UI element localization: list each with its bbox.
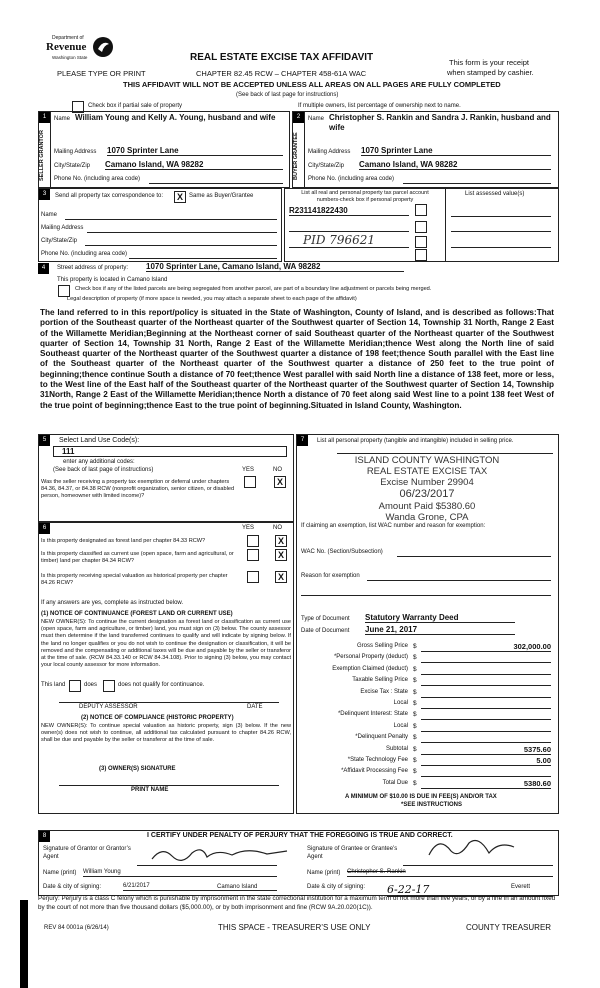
grantee-signature-label: Signature of Grantee or Grantee’s Agent — [307, 846, 398, 860]
assessed-value-2[interactable] — [451, 231, 551, 232]
parcel-number-field-3[interactable] — [289, 247, 409, 248]
land-qualifies-checkbox[interactable] — [69, 680, 81, 692]
seller-name-field[interactable]: William Young and Kelly A. Young, husband and wife — [75, 113, 276, 122]
tax-row-dollar: $ — [413, 734, 417, 742]
parcel-section — [284, 188, 559, 262]
exemption-reason-field-2[interactable] — [301, 595, 551, 596]
minimum-due-note: A MINIMUM OF $10.00 IS DUE IN FEE(S) AND/OR TAX — [345, 794, 497, 800]
tax-row-dollar: $ — [413, 688, 417, 696]
s6-no-header: NO — [273, 525, 282, 531]
assessed-value-1[interactable] — [451, 216, 551, 217]
street-address-label: Street address of property: — [57, 265, 129, 271]
wac-number-label: WAC No. (Section/Subsection) — [301, 549, 383, 555]
land-use-see-back: (See back of last page of instructions) — [53, 467, 154, 473]
grantee-date-field[interactable]: 6-22-17 — [387, 883, 553, 897]
doc-type-field[interactable]: Statutory Warranty Deed — [365, 613, 515, 623]
grantee-signature[interactable] — [419, 833, 529, 863]
receipt-line2: when stamped by cashier. — [447, 68, 534, 77]
buyer-name-field[interactable]: Christopher S. Rankin and Sandra J. Rankin, husband and wife — [329, 113, 551, 132]
stamp-line-3: Excise Number 29904 — [380, 477, 474, 488]
seller-phone-label: Phone No. (including area code) — [54, 176, 141, 182]
tax-row-label: Excise Tax : State — [360, 688, 408, 695]
buyer-phone-field[interactable] — [403, 183, 551, 184]
grantor-date-label: Date & city of signing: — [43, 884, 102, 890]
section-7-number: 7 — [297, 435, 308, 446]
tax-phone-label: Phone No. (including area code) — [41, 251, 128, 257]
grantor-signature-line — [137, 865, 277, 866]
tax-row — [297, 642, 558, 653]
grantor-signature-label: Signature of Grantor or Grantor’s Agent — [43, 846, 131, 860]
seller-city-label: City/State/Zip — [54, 163, 91, 169]
tax-row-value[interactable]: 5.00 — [421, 756, 551, 766]
tax-row-dollar: $ — [413, 665, 417, 673]
current-use-no-checkbox[interactable]: X — [275, 549, 287, 561]
this-land-label: This land — [41, 682, 66, 688]
tax-row-dollar: $ — [413, 779, 417, 787]
grantor-signature[interactable] — [147, 841, 297, 865]
seller-address-label: Mailing Address — [54, 149, 97, 155]
tax-row-label: Total Due — [382, 779, 408, 786]
certify-statement: I CERTIFY UNDER PENALTY OF PERJURY THAT THE FOREGOING IS TRUE AND CORRECT. — [147, 832, 453, 839]
forest-land-no-checkbox[interactable]: X — [275, 535, 287, 547]
see-back-note: (See back of last page for instructions) — [236, 92, 339, 98]
dept-state: Washington State — [52, 55, 88, 60]
notice-continuance-title: (1) NOTICE OF CONTINUANCE (FOREST LAND OR CURRENT USE) — [41, 611, 233, 617]
tax-row — [297, 699, 558, 710]
tax-row-dollar: $ — [413, 677, 417, 685]
section-6-number: 6 — [39, 523, 50, 534]
grantor-city-field[interactable]: Camano Island — [217, 884, 258, 890]
assessed-heading: List assessed value(s) — [465, 191, 525, 197]
dept-small: Department of — [52, 35, 84, 41]
tax-row-value[interactable] — [421, 653, 551, 663]
seller-city-field[interactable]: Camano Island, WA 98282 — [105, 160, 283, 170]
grantee-name-field[interactable]: Christopher S. Rankin — [347, 869, 553, 877]
form-revision: REV 84 0001a (6/26/14) — [44, 925, 109, 931]
tax-row-label: Gross Selling Price — [356, 643, 408, 649]
tax-row-value[interactable] — [421, 710, 551, 720]
dept-big: Revenue — [46, 41, 87, 53]
tax-row-dollar: $ — [413, 643, 417, 650]
correspondence-section — [38, 188, 282, 262]
historic-yes-checkbox[interactable] — [247, 571, 259, 583]
forest-land-section — [38, 522, 294, 814]
parcel-3-personal-checkbox[interactable] — [415, 236, 427, 248]
personal-property-field[interactable] — [337, 453, 553, 454]
section-8-number: 8 — [39, 831, 50, 842]
exemption-reason-label: Reason for exemption — [301, 573, 360, 579]
grantor-name-field[interactable]: William Young — [83, 869, 277, 877]
buyer-phone-label: Phone No. (including area code) — [308, 176, 395, 182]
buyer-address-label: Mailing Address — [308, 149, 351, 155]
notice-compliance-text: NEW OWNER(S): To continue special valuation as historic property, sign (3) below. If the new owner(s) does not wish to continue, all additional tax calculated pursuant to chapter 84.26 RCW, shall be due and payable by the seller or transferor at the time of sale. — [41, 723, 291, 744]
please-type: PLEASE TYPE OR PRINT — [57, 69, 146, 78]
exemption-question: Was the seller receiving a property tax exemption or deferral under chapters 84.36, 84.37, or 84.38 RCW (nonprofit organization, senior citizen, or disabled person, homeowner with limited income)? — [41, 479, 235, 499]
section-2-number: 2 — [293, 112, 304, 123]
section-5-number: 5 — [39, 435, 50, 446]
land-use-section — [38, 434, 294, 522]
parcel-number-field[interactable]: R231141822430 — [289, 206, 409, 216]
does-not-label: does not qualify for continuance. — [118, 682, 205, 688]
notice-continuance-text: NEW OWNER(S): To continue the current designation as forest land or classification as current use (open space, farm and agriculture, or timber) land, you must sign on (3) below. The county assessor must then determine if the land transferred continues to qualify and will indicate by signing below. If the land no longer qualifies or you do not wish to continue the designation or classification, it will be removed and the compensating or additional taxes will be due and payable by the seller or transferor at the time of sale. (RCW 84.33.140 or RCW 84.34.108). Prior to signing (3) below, you may contact your local county assessor for more information. — [41, 619, 291, 669]
tax-row-value[interactable] — [421, 665, 551, 675]
tax-row-label: Subtotal — [385, 745, 408, 752]
county-treasurer: COUNTY TREASURER — [466, 923, 552, 932]
exemption-claim-label: If claiming an exemption, list WAC number and reason for exemption: — [301, 523, 486, 529]
tax-row-value[interactable]: 302,000.00 — [421, 642, 551, 652]
current-use-question: Is this property classified as current use (open space, farm and agricultural, or timber) land per chapter 84.34 RCW? — [41, 551, 234, 564]
tax-row — [297, 722, 558, 733]
buyer-section — [292, 111, 559, 188]
buyer-city-label: City/State/Zip — [308, 163, 345, 169]
owner-signature-label: (3) OWNER(S) SIGNATURE — [99, 766, 176, 772]
tax-row-dollar: $ — [413, 711, 417, 719]
forest-land-yes-checkbox[interactable] — [247, 535, 259, 547]
tax-row — [297, 688, 558, 699]
accept-notice: THIS AFFIDAVIT WILL NOT BE ACCEPTED UNLESS ALL AREAS ON ALL PAGES ARE FULLY COMPLETED — [123, 80, 501, 89]
print-name-label: PRINT NAME — [131, 787, 169, 793]
pid-handwritten: PID 796621 — [303, 233, 376, 247]
tax-row-dollar: $ — [413, 722, 417, 730]
tax-row-dollar: $ — [413, 768, 417, 776]
section-1-number: 1 — [39, 112, 50, 123]
notice-compliance-title: (2) NOTICE OF COMPLIANCE (HISTORIC PROPERTY) — [81, 715, 234, 721]
send-correspondence-label: Send all property tax correspondence to: — [55, 193, 164, 199]
grantee-name-label: Name (print) — [307, 870, 341, 876]
tax-row-value[interactable] — [421, 688, 551, 698]
multiple-owners-note: If multiple owners, list percentage of ownership next to name. — [298, 103, 461, 109]
tax-row-value[interactable] — [421, 733, 551, 743]
historic-no-checkbox[interactable]: X — [275, 571, 287, 583]
grantor-name-label: Name (print) — [43, 870, 77, 876]
personal-property-label: List all personal property (tangible and intangible) included in selling price. — [317, 438, 514, 444]
see-instructions-note: *SEE INSTRUCTIONS — [401, 802, 463, 808]
parcel-number-field-2[interactable] — [289, 231, 409, 232]
stamp-line-1: ISLAND COUNTY WASHINGTON — [354, 455, 500, 466]
tax-row-value[interactable] — [421, 676, 551, 686]
left-margin-bar — [20, 900, 28, 988]
same-as-buyer-label: Same as Buyer/Grantee — [189, 193, 254, 199]
section-4-number: 4 — [38, 263, 49, 274]
tax-row — [297, 756, 558, 767]
perjury-statement: Perjury: Perjury is a class C felony which is punishable by imprisonment in the state correctional institution for a maximum term of not more than five years, or by a fine in an amount fixed by the court of not more than five thousand dollars ($5,000.00), or by both imprisonment and fine (RCW 9A.20.020(1C)). — [38, 895, 556, 911]
tax-row-label: Local — [393, 722, 408, 729]
deputy-assessor-line[interactable] — [59, 702, 279, 703]
if-yes-note: If any answers are yes, complete as instructed below. — [41, 600, 184, 606]
tax-row-dollar: $ — [413, 745, 417, 753]
seller-phone-field[interactable] — [149, 183, 283, 184]
assessed-value-3[interactable] — [451, 247, 551, 248]
tax-address-label: Mailing Address — [41, 225, 84, 231]
seller-address-field[interactable]: 1070 Sprinter Lane — [107, 146, 283, 156]
wac-number-field[interactable] — [397, 556, 551, 557]
section-3-number: 3 — [39, 189, 50, 200]
tax-row — [297, 745, 558, 756]
exemption-reason-field[interactable] — [367, 580, 551, 581]
additional-codes-label: enter any additional codes: — [63, 459, 135, 465]
doc-date-label: Date of Document — [301, 628, 350, 634]
buyer-name-label: Name — [308, 116, 325, 122]
legal-description-text[interactable]: The land referred to in this report/policy is situated in the State of Washington, County of Island, and is described as follows:That portion of the Southeast quarter of the Northeast quarter of the Southwest quarter of Section 14, Township 31 North, Range 2 East of the Willamette Meridian;Beginning at the Northeast corner of said Southeast quarter of the Northeast quarter of the Southwest quarter of Section 14, Township 31 North, Range 2 East of the Willamette Meridian;thence West along the North line of said Southeast quarter of the Northeast quarter of the Southwest quarter a distance of 198 feet;thence South parallel with the East line of the Southeast quarter of the Northeast quarter of the Southwest quarter a distance of 250 feet to the true point of beginning;thence continue South a distance of 70 feet;thence West parallel with said North line a distance of 138 feet, more or less, to the West line of the East half of the Southeast quarter of the Northeast quarter of the Southwest quarter of Section 14, Township 31North, Range 2 East of the Willamette Meridian;thence North a distance of 70 feet along said West line to a point 138 feet West of the true point of beginning;thence East to the true point of beginning.Situated in Island County, Washington. — [40, 308, 554, 410]
tax-row-label: *Affidavit Processing Fee — [341, 768, 408, 775]
deputy-date-label: DATE — [247, 704, 263, 710]
owner-signature-line[interactable] — [59, 785, 279, 786]
tax-phone-field[interactable] — [129, 258, 277, 259]
recording-stamp — [337, 455, 517, 523]
s5-yes-header: YES — [242, 467, 255, 473]
parcel-heading-2: numbers-check box if personal property — [316, 197, 414, 203]
tax-row-value[interactable] — [421, 767, 551, 777]
does-label: does — [84, 682, 98, 688]
parcel-4-personal-checkbox[interactable] — [415, 249, 427, 261]
tax-row-label: *Personal Property (deduct) — [333, 654, 408, 661]
seller-section — [38, 111, 290, 188]
seller-name-label: Name — [54, 116, 71, 122]
street-address-field[interactable]: 1070 Sprinter Lane, Camano Island, WA 98282 — [146, 262, 404, 272]
land-not-qualify-checkbox[interactable] — [103, 680, 115, 692]
receipt-line1: This form is your receipt — [449, 58, 530, 67]
tax-row — [297, 676, 558, 687]
tax-row-label: *Delinquent Penalty — [355, 734, 408, 741]
doc-type-label: Type of Document — [301, 616, 350, 622]
tax-address-field[interactable] — [87, 232, 277, 233]
tax-row-label: *State Technology Fee — [347, 757, 408, 763]
buyer-side-label: BUYER GRANTEE — [293, 132, 299, 180]
stamp-line-2: REAL ESTATE EXCISE TAX — [366, 466, 488, 477]
located-in: This property is located in Camano Island — [57, 277, 168, 283]
s5-no-header: NO — [273, 467, 282, 473]
deputy-assessor-label: DEPUTY ASSESSOR — [79, 704, 138, 710]
historic-question: Is this property receiving special valuation as historical property per chapter 84.26 RCW? — [41, 573, 228, 586]
tax-city-label: City/State/Zip — [41, 238, 78, 244]
parcel-2-personal-checkbox[interactable] — [415, 221, 427, 233]
land-use-label: Select Land Use Code(s): — [59, 437, 140, 444]
stamp-signer: Wanda Grone, CPA — [385, 512, 469, 523]
tax-row-label: *Delinquent Interest: State — [337, 711, 408, 718]
parcel-heading-1: List all real and personal property tax parcel account — [301, 190, 429, 196]
tax-row — [297, 779, 558, 790]
certification-section — [38, 830, 559, 896]
grantor-date-field[interactable]: 6/21/2017 — [123, 883, 277, 891]
tax-row-value[interactable] — [421, 722, 551, 732]
stamp-date: 06/23/2017 — [399, 488, 455, 500]
tax-row — [297, 733, 558, 744]
tax-row-value[interactable]: 5380.60 — [421, 779, 551, 789]
tax-computation-section — [296, 434, 559, 814]
parcel-1-personal-checkbox[interactable] — [415, 204, 427, 216]
tax-city-field[interactable] — [85, 245, 277, 246]
tax-name-field[interactable] — [65, 219, 277, 220]
stamp-amount: Amount Paid $5380.60 — [378, 501, 476, 512]
forest-land-question: Is this property designated as forest land per chapter 84.33 RCW? — [41, 538, 206, 544]
s6-yes-header: YES — [242, 525, 255, 531]
grantee-date-label: Date & city of signing: — [307, 884, 366, 890]
land-use-code-field[interactable]: 111 — [53, 446, 287, 457]
tax-row — [297, 653, 558, 664]
partial-sale-label: Check box if partial sale of property — [88, 103, 183, 109]
dor-logo — [46, 36, 126, 68]
exemption-yes-checkbox[interactable] — [244, 476, 256, 488]
tax-name-label: Name — [41, 212, 58, 218]
same-as-buyer-checkbox[interactable]: X — [174, 191, 186, 203]
doc-date-field[interactable]: June 21, 2017 — [365, 625, 515, 635]
legal-description-label: Legal description of property (if more space is needed, you may attach a separate sheet to each page of the affidavit) — [67, 296, 357, 302]
tax-row-dollar: $ — [413, 700, 417, 707]
form-title: REAL ESTATE EXCISE TAX AFFIDAVIT — [190, 52, 374, 63]
tax-row — [297, 767, 558, 778]
exemption-no-checkbox[interactable]: X — [274, 476, 286, 488]
seller-side-label: SELLER GRANTOR — [39, 130, 45, 182]
treasurer-use-only: THIS SPACE - TREASURER’S USE ONLY — [218, 923, 371, 932]
grantee-city-field[interactable]: Everett — [511, 884, 531, 890]
tax-row-value[interactable] — [421, 699, 551, 709]
tax-row-label: Exemption Claimed (deduct) — [332, 665, 408, 672]
buyer-city-field[interactable]: Camano Island, WA 98282 — [359, 160, 551, 170]
dor-logo-icon — [92, 36, 114, 58]
current-use-yes-checkbox[interactable] — [247, 549, 259, 561]
tax-row — [297, 710, 558, 721]
tax-row-dollar: $ — [413, 654, 417, 662]
tax-row — [297, 665, 558, 676]
tax-row-dollar: $ — [413, 757, 417, 764]
buyer-address-field[interactable]: 1070 Sprinter Lane — [361, 146, 551, 156]
tax-row-label: Taxable Selling Price — [352, 677, 408, 684]
chapter-ref: CHAPTER 82.45 RCW – CHAPTER 458-61A WAC — [196, 69, 367, 78]
tax-row-value[interactable]: 5375.60 — [421, 745, 551, 755]
tax-row-label: Local — [393, 700, 408, 706]
grantee-signature-line — [403, 865, 553, 866]
segregated-label: Check box if any of the listed parcels are being segregated from another parcel, are part of a boundary line adjustment or parcels being merged. — [75, 286, 432, 292]
